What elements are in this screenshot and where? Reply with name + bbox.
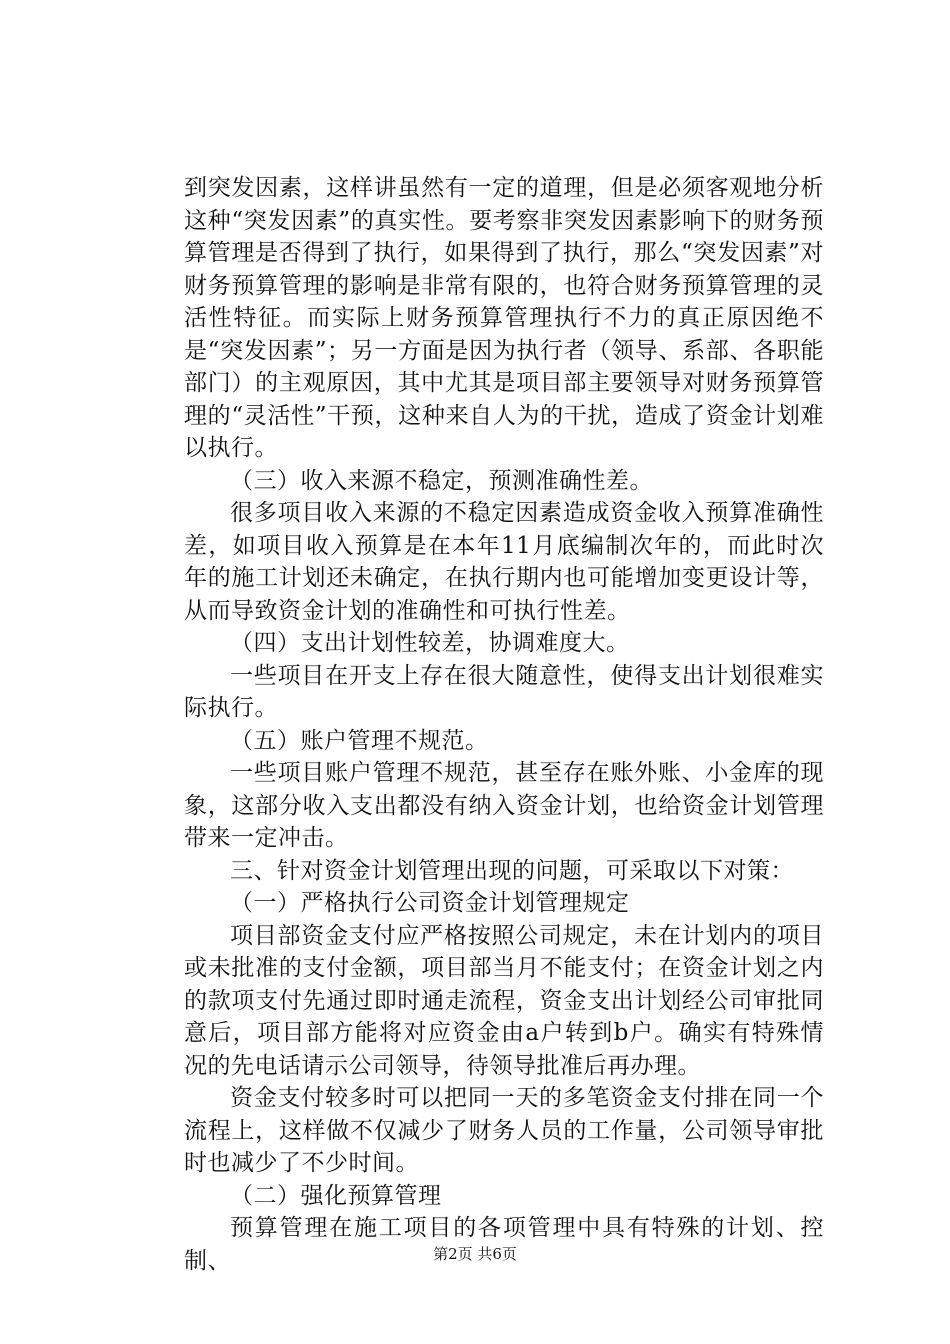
paragraph-continuation: 到突发因素，这样讲虽然有一定的道理，但是必须客观地分析这种“突发因素”的真实性。要考察非突发因素影响下的财务预算管理是否得到了执行，如果得到了执行，那么“突发因素”对财务预算管理的影响是非常有限的，也符合财务预算管理的灵活性特征。而实际上财务预算管理执行不力的真正原因绝不是“突发因素”；另一方面是因为执行者（领导、系部、各职能部门）的主观原因，其中尤其是项目部主要领导对财务预算管理的“灵活性”干预，这种来自人为的干扰，造成了资金计划难以执行。 [184, 175, 824, 461]
heading-one-strict-execution: （一）严格执行公司资金计划管理规定 [230, 890, 630, 916]
paragraph-income-source: 很多项目收入来源的不稳定因素造成资金收入预算准确性差，如项目收入预算是在本年11月底编制次年的，而此时次年的施工计划还未确定，在执行期内也可能增加变更设计等，从而导致资金计划的准确性和可执行性差。 [184, 500, 824, 624]
paragraph-batch-payment: 资金支付较多时可以把同一天的多笔资金支付排在同一个流程上，这样做不仅减少了财务人员的工作量，公司领导审批时也减少了不少时间。 [184, 1085, 824, 1176]
heading-two-budget-management: （二）强化预算管理 [230, 1182, 442, 1209]
page-number-footer: 第2页 共6页 [433, 1245, 517, 1263]
paragraph-budget-management: 预算管理在施工项目的各项管理中具有特殊的计划、控制、 [184, 1215, 824, 1274]
section-heading-countermeasures: 三、针对资金计划管理出现的问题，可采取以下对策： [230, 857, 794, 884]
heading-five-account-management: （五）账户管理不规范。 [230, 727, 489, 754]
paragraph-account-management: 一些项目账户管理不规范，甚至存在账外账、小金库的现象，这部分收入支出都没有纳入资金计划，也给资金计划管理带来一定冲击。 [184, 760, 824, 851]
heading-three-income-source: （三）收入来源不稳定，预测准确性差。 [230, 467, 653, 494]
heading-four-expense-plan: （四）支出计划性较差，协调难度大。 [230, 630, 630, 656]
paragraph-expense-plan: 一些项目在开支上存在很大随意性，使得支出计划很难实际执行。 [184, 662, 824, 721]
document-body [184, 172, 824, 1277]
paragraph-strict-execution: 项目部资金支付应严格按照公司规定，未在计划内的项目或未批准的支付金额，项目部当月不能支付；在资金计划之内的款项支付先通过即时通走流程，资金支出计划经公司审批同意后，项目部方能将对应资金由a户转到b户。确实有特殊情况的先电话请示公司领导，待领导批准后再办理。 [184, 922, 824, 1079]
